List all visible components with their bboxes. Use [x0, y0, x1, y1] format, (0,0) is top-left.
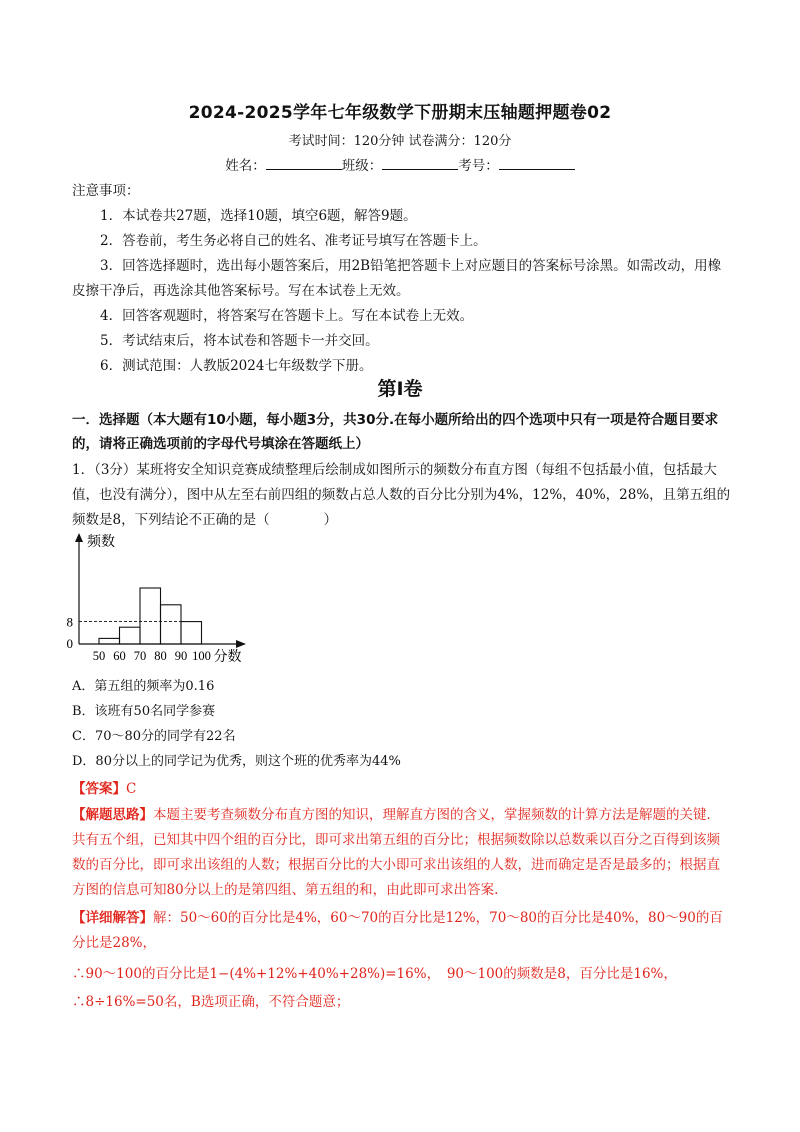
detail-label: 【详细解答】: [72, 910, 153, 926]
solution-idea: [72, 803, 732, 903]
idea-text: 本题主要考查频数分布直方图的知识，理解直方图的含义，掌握频数的计算方法是解题的关键．共有五个组，已知其中四个组的百分比，即可求出第五组的百分比；根据频数除以总数乘以百分之百得到该频数的百分比，即可求出该组的人数；根据百分比的大小即可求出该组的人数，进而确定是否是最多的；根据直方图的信息可知80分以上的是第四组、第五组的和，由此即可求出答案.: [72, 807, 720, 898]
chart-layer: [67, 533, 247, 665]
histogram-chart: [60, 530, 260, 670]
notice-list: [72, 204, 732, 379]
x-tick-label: 100: [192, 649, 211, 663]
exam-subtitle: 考试时间：120分钟 试卷满分：120分: [288, 134, 512, 149]
histogram-bar: [120, 627, 141, 644]
page-title: 2024-2025学年七年级数学下册期末压轴题押题卷02: [188, 103, 612, 123]
x-tick-label: 60: [113, 649, 126, 663]
option-b: B．该班有50名同学参赛: [72, 704, 216, 719]
histogram-bar: [161, 605, 182, 644]
y-axis-label: 频数: [87, 534, 115, 550]
histogram-bar: [99, 638, 120, 644]
histogram-bar: [140, 588, 161, 644]
detail-text: 解：50～60的百分比是4%，60～70的百分比是12%，70～80的百分比是40%，80～90的百分比是28%，: [72, 910, 723, 951]
class-label: 班级：: [341, 158, 383, 174]
x-tick-label: 50: [92, 649, 106, 663]
solution-line-2: ∴90～100的百分比是1−(4%+12%+40%+28%)=16%， 90～100的频数是8，百分比是16%，: [72, 966, 677, 982]
student-info-line: [0, 154, 800, 174]
exam-no-label: 考号：: [458, 158, 499, 174]
name-label: 姓名：: [225, 158, 266, 174]
section-heading: 一．选择题（本大题有10小题，每小题3分，共30分.在每小题所给出的四个选项中只有一项是符合题目要求的，请将正确选项前的字母代号填涂在答题纸上）: [72, 412, 719, 452]
x-tick-label: 90: [174, 649, 188, 663]
question-text: 1．（3分）某班将安全知识竞赛成绩整理后绘制成如图所示的频数分布直方图（每组不包括最小值，包括最大值，也没有满分），图中从左至右前四组的频数占总人数的百分比分别为4%，12%，40%，28%，且第五组的频数是8，下列结论不正确的是（ ）: [72, 462, 731, 528]
name-blank: [266, 157, 342, 170]
histogram-bar: [181, 622, 202, 644]
option-d: D．80分以上的同学记为优秀，则这个班的优秀率为44%: [72, 754, 401, 769]
solution-line-3: ∴8÷16%=50名，B选项正确，不符合题意；: [72, 994, 350, 1010]
x-axis-arrow: [236, 640, 246, 648]
notice-item: 1．本试卷共27题，选择10题，填空6题，解答9题。: [100, 208, 417, 224]
option-c: C．70～80分的同学有22名: [72, 729, 236, 744]
answer-value: C: [126, 781, 137, 797]
notice-heading: 注意事项：: [72, 183, 140, 199]
class-blank: [382, 157, 458, 170]
idea-label: 【解题思路】: [72, 807, 153, 823]
y-tick-label: 0: [66, 636, 73, 651]
notice-item: 6．测试范围：人教版2024七年级数学下册。: [100, 358, 373, 374]
notice-item: 5．考试结束后，将本试卷和答题卡一并交回。: [100, 333, 379, 349]
options-list: [72, 674, 732, 774]
exam-no-blank: [499, 157, 575, 170]
option-a: A．第五组的频率为0.16: [72, 679, 215, 694]
x-tick-label: 80: [154, 649, 167, 663]
y-tick-label: 8: [66, 614, 73, 630]
answer-label: 【答案】: [72, 781, 126, 797]
solution-detail: [72, 906, 732, 956]
notice-item: 4．回答客观题时，将答案写在答题卡上。写在本试卷上无效。: [100, 308, 474, 324]
x-tick-label: 70: [133, 649, 147, 663]
notice-item: 3．回答选择题时，选出每小题答案后，用2B铅笔把答题卡上对应题目的答案标号涂黑。如需改动，用橡皮擦干净后，再选涂其他答案标号。写在本试卷上无效。: [72, 258, 722, 299]
volume-title: 第Ⅰ卷: [377, 378, 423, 400]
x-axis-label: 分数: [213, 649, 242, 665]
notice-item: 2．答卷前，考生务必将自己的姓名、准考证号填写在答题卡上。: [100, 233, 487, 249]
y-axis-arrow: [75, 533, 83, 542]
answer-line: [72, 777, 732, 802]
